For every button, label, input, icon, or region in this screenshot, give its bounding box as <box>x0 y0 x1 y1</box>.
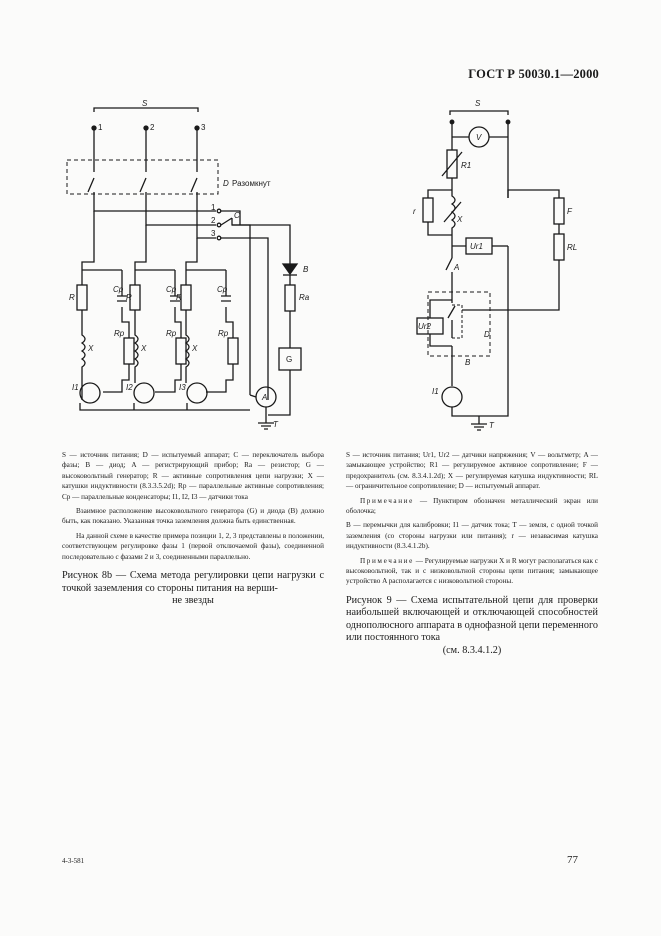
label-T: T <box>273 420 278 429</box>
figure-9-caption-line1: Рисунок 9 — Схема испытательной цепи для проверки наибольшей включающей и отключающей способностей однополюсного аппарата в однофазной цепи переменного или постоянного тока <box>346 594 598 644</box>
fig9-label-F: F <box>567 207 572 216</box>
label-Ra: Ra <box>299 293 310 302</box>
figure-8b-caption <box>62 570 324 608</box>
fig9-label-A: A <box>454 263 460 272</box>
fig9-label-I1: I1 <box>432 387 439 396</box>
fig9-label-Ur2: Ur2 <box>418 322 431 331</box>
figure-9-caption-line2: (см. 8.3.4.1.2) <box>442 644 502 656</box>
label-I3: I3 <box>179 383 186 392</box>
fig9-label-S: S <box>475 99 481 108</box>
label-X-3: X <box>192 344 198 353</box>
label-R-3: R <box>176 293 182 302</box>
figure-9-diagram <box>410 95 600 440</box>
note-1-text: — Пунктиром обозначен металлический экран или оболочка; <box>346 496 598 516</box>
label-Cp-2: Cp <box>166 285 177 294</box>
figure-8b-diagram <box>55 95 315 440</box>
page-number: 77 <box>567 854 578 866</box>
fig9-label-T: T <box>489 421 494 430</box>
fig9-label-RL: RL <box>567 243 578 252</box>
figure-8b-paragraph-2: На данной схеме в качестве примера позиции 1, 2, 3 представлены в положении, соответствующем регулировке фазы 1 (первой отключаемой фазы), соединенной последовательно с фазами 2 и 3, соединенными параллельно. <box>62 531 324 561</box>
label-Cp-1: Cp <box>113 285 124 294</box>
figure-8b-text <box>62 450 324 608</box>
label-R-2: R <box>126 293 132 302</box>
figure-9-note-1b: B — перемычки для калибровки; I1 — датчик тока; T — земля, с одной точкой заземления (со стороны нагрузки или питания); r — незавасимая катушка индуктивности (8.3.4.1.2b). <box>346 521 598 551</box>
label-Rp-3: Rp <box>218 329 229 338</box>
label-c3: 3 <box>211 229 216 238</box>
label-c2: 2 <box>211 216 216 225</box>
label-D: D <box>223 179 229 188</box>
label-I1: I1 <box>72 383 79 392</box>
note-2-label: Примечание <box>360 556 414 565</box>
figure-8b-caption-line1: Рисунок 8b — Схема метода регулировки цепи нагрузки с точкой заземления со стороны питания на верши- <box>62 570 324 594</box>
label-1: 1 <box>98 123 103 132</box>
label-3: 3 <box>201 123 206 132</box>
label-C: C <box>234 211 240 220</box>
label-2: 2 <box>150 123 155 132</box>
label-Rp-2: Rp <box>166 329 177 338</box>
figure-9-text <box>346 450 598 657</box>
fig9-label-B: B <box>465 358 471 367</box>
label-X-2: X <box>141 344 147 353</box>
fig9-label-D: D <box>484 330 490 339</box>
label-X-1: X <box>88 344 94 353</box>
figure-9-note-1 <box>346 496 598 517</box>
figure-8b-caption-line2: не звезды <box>172 595 214 607</box>
note-1-label: Примечание <box>360 496 414 505</box>
label-R-1: R <box>69 293 75 302</box>
label-D-note: Разомкнут <box>232 179 271 188</box>
figure-8b-paragraph-1: Взаимное расположение высоковольтного генератора (G) и диода (B) должно быть, как показано. Указанная точка заземления должна быть единственная. <box>62 507 324 526</box>
fig9-label-r: r <box>413 207 416 216</box>
label-A: A <box>262 393 268 402</box>
label-Cp-3: Cp <box>217 285 228 294</box>
standard-header: ГОСТ Р 50030.1—2000 <box>468 67 599 81</box>
label-B: B <box>303 265 309 274</box>
label-I2: I2 <box>126 383 133 392</box>
figure-9-caption <box>346 595 598 658</box>
note-2-text: — Регулируемые нагрузки X и R могут располагаться как с высоковольтной, так и с низковольтной стороны цепи питания; замыкающее устройство A располагается с низковольтной стороны. <box>346 556 598 586</box>
fig9-label-V: V <box>476 133 482 142</box>
figure-8b-legend: S — источник питания; D — испытуемый аппарат; C — переключатель выбора фазы; B — диод; A — регистрирующий прибор; Ra — резистор; G — высоковольтный генератор; R — активные сопротивления цепи нагрузки; X — катушки индуктивности (8.3.3.5.2d); Rp — параллельные активные сопротивления; Cp — параллельные конденсаторы; I1, I2, I3 — датчики тока <box>62 451 324 501</box>
label-G: G <box>286 355 293 364</box>
figure-9-note-2 <box>346 556 598 587</box>
fig9-label-X: X <box>457 215 463 224</box>
label-Rp-1: Rp <box>114 329 125 338</box>
print-code: 4-3-581 <box>62 857 85 865</box>
fig9-label-Ur1: Ur1 <box>470 242 483 251</box>
fig9-label-R1: R1 <box>461 161 472 170</box>
figure-9-legend: S — источник питания; Ur1, Ur2 — датчики напряжения; V — вольтметр; A — замыкающее устройство; R1 — регулируемое активное сопротивление; F — предохранитель (см. 8.3.4.1.2d); X — регулируемая катушка индуктивности; RL — ограничительное сопротивление; D — испытуемый аппарат. <box>346 451 598 491</box>
label-c1: 1 <box>211 203 216 212</box>
label-S: S <box>142 99 148 108</box>
